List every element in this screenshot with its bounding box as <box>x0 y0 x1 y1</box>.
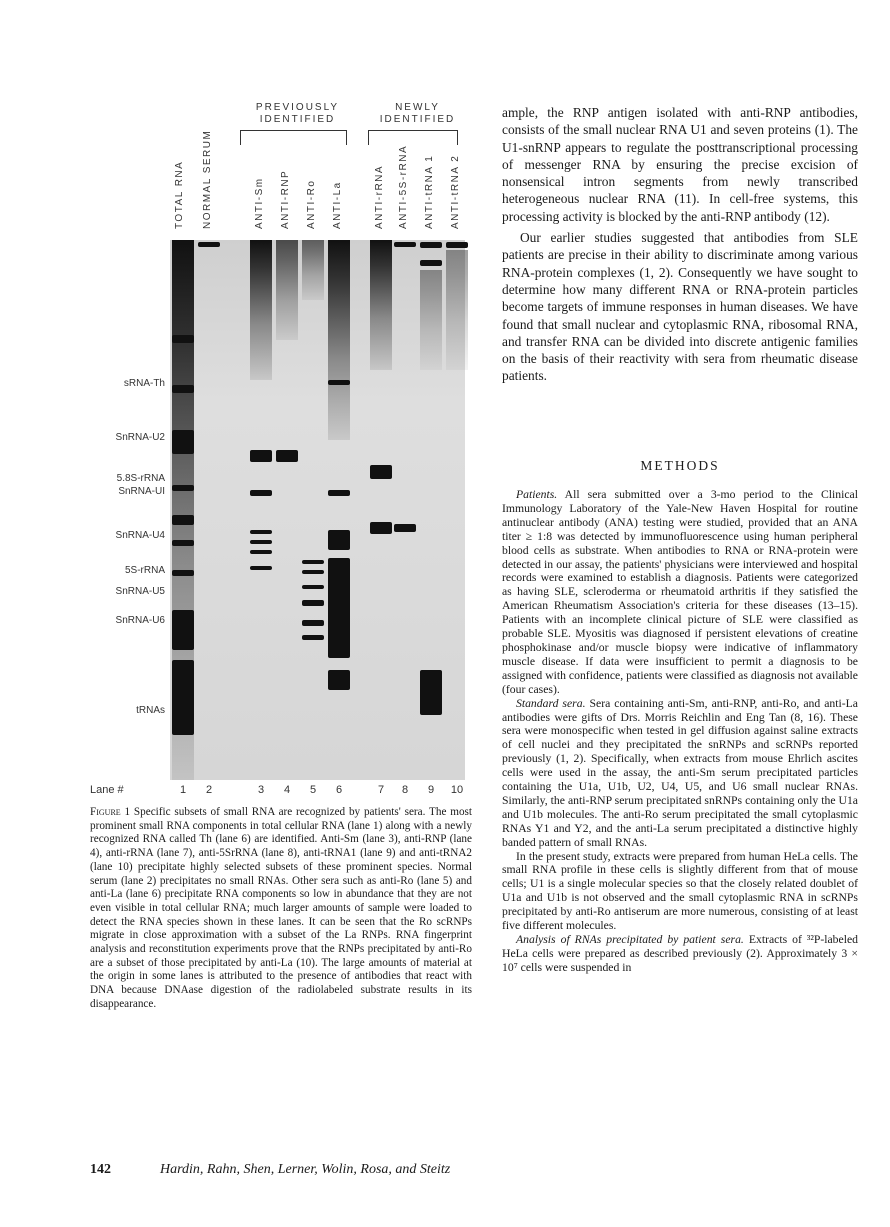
marker-label: SnRNA-UI <box>118 486 165 497</box>
lane-number: 6 <box>335 784 343 796</box>
gel-lane-6 <box>328 240 350 780</box>
paragraph-text: In the present study, extracts were prepared from human HeLa cells. The small RNA profile in these cells is slightly different from that of mouse cells; U1 is a single molecular species so that the closely related doublet of U1a and U1b is not observed and the small cytoplasmic RNA in scRNPs precipitated by anti-Ro antiserum are more numerous, consisting of at least five different molecules. <box>502 849 858 933</box>
lane-number: 10 <box>450 784 464 796</box>
paragraph-lead: Standard sera. <box>516 696 586 710</box>
lane-label: ANTI-Ro <box>306 179 317 229</box>
gel-lane-4 <box>276 240 298 780</box>
page-number: 142 <box>90 1162 111 1177</box>
lane-label: ANTI-Sm <box>254 177 265 229</box>
paragraph: Our earlier studies suggested that antibodies from SLE patients are precise in their ability to discriminate among various RNA-protein complexes (1, 2). Consequently we have sought to determine how many different RNA or RNA-protein particles become targets of immune responses in human diseases. We have found that small nuclear and cytoplasmic RNA, ribosomal RNA, and transfer RNA can be divided into discrete antigenic families on the basis of their reactivity with sera from rheumatic disease patients. <box>502 230 858 384</box>
lane-label: ANTI-tRNA 2 <box>450 154 461 229</box>
paragraph-text: All sera submitted over a 3-mo period to the Clinical Immunology Laboratory of the Yale-New Haven Hospital for routine antinuclear antibody (ANA) testing were studied, provided that an ANA titer ≥ 1:8 was detected by immunofluorescence using human peripheral blood cells as substrate. When antibodies to RNA or RNA-protein were detected in our assay, the patients' physicians were interviewed and hospital records were examined to establish a diagnosis. Patients were categorized as having SLE, scleroderma or rheumatoid arthritis if they satisfied the American Rheumatism Association's criteria for these diseases (13–15). Patients with an incomplete clinical picture of SLE were classified as probable SLE. Myositis was diagnosed if persistent elevations of creatine phosphokinase and/or muscle biopsy were indicative of inflammatory muscle disease. If data were insufficient to permit a diagnosis to be assigned with confidence, patients were classified as diagnosis not available (four cases). <box>502 488 858 696</box>
marker-label: 5S-rRNA <box>124 565 165 576</box>
lane-label: ANTI-5S-rRNA <box>398 144 409 229</box>
gel-lane-2 <box>198 240 220 780</box>
paragraph-text: Sera containing anti-Sm, anti-RNP, anti-Ro, and anti-La antibodies were gifts of Drs. Morris Reichlin and Eng Tan (8, 16). These sera were monospecific when tested in gel diffusion against saline extracts of cell nuclei and they precipitated the snRNPs and scRNPs reported previously (1, 2). Specifically, when extracts from mouse Ehrlich ascites cells were used in the assay, the anti-Sm serum precipitated particles containing the U1a, U1b, U2, U4, U5, and U6 small nuclear RNAs. Similarly, the anti-RNP serum precipitated snRNPs containing only the U1a and U1b molecules. The anti-Ro serum precipitated the small cytoplasmic RNAs Y1 and Y2, and the anti-La serum precipitated a distinctive highly banded pattern of small RNAs. <box>502 696 858 849</box>
marker-label: SnRNA-U6 <box>115 615 165 626</box>
paragraph <box>502 488 858 697</box>
paragraph: ample, the RNP antigen isolated with anti-RNP antibodies, consists of the small nuclear RNA U1 and seven proteins (1). The U1-snRNP appears to regulate the posttranscriptional processing of messenger RNA by ensuring the precise excision of nonsensical intron segments from newly transcribed heterogeneous nuclear RNA (11). In cell-free systems, this processing activity is blocked by the anti-RNP antibody (12). <box>502 105 858 224</box>
marker-label: SnRNA-U2 <box>115 432 165 443</box>
gel-lane-9 <box>420 240 442 780</box>
lane-number: 5 <box>309 784 317 796</box>
gel-image <box>170 240 465 780</box>
figure-gel <box>90 100 475 800</box>
paragraph <box>502 850 858 933</box>
gel-lane-10 <box>446 240 468 780</box>
gel-lane-1 <box>172 240 194 780</box>
section-heading-methods: METHODS <box>640 458 720 473</box>
paragraph-text: Extracts of ³²P-labeled HeLa cells were prepared as described previously (2). Approximately 3 × 10⁷ cells were suspended in <box>502 933 858 974</box>
marker-label: sRNA-Th <box>123 378 165 389</box>
gel-lane-7 <box>370 240 392 780</box>
paragraph-lead: Analysis of RNAs precipitated by patient sera. <box>516 933 744 946</box>
marker-label: tRNAs <box>136 705 165 716</box>
gel-lane-3 <box>250 240 272 780</box>
lane-label: ANTI-RNP <box>280 169 291 229</box>
lane-label: ANTI-La <box>332 181 343 229</box>
caption-lead: Figure 1 <box>90 806 131 818</box>
figure-caption <box>90 806 472 1012</box>
paragraph-lead: Patients. <box>516 488 558 501</box>
paragraph <box>502 697 858 850</box>
lane-number: 7 <box>377 784 385 796</box>
lane-label: ANTI-tRNA 1 <box>424 154 435 229</box>
lane-number: 4 <box>283 784 291 796</box>
group-header-new: NEWLY IDENTIFIED <box>379 102 456 125</box>
lane-label: NORMAL SERUM <box>202 129 213 229</box>
lane-label: ANTI-rRNA <box>374 164 385 229</box>
lane-number: 2 <box>205 784 213 796</box>
lane-number: 3 <box>257 784 265 796</box>
caption-text: Specific subsets of small RNA are recognized by patients' sera. The most prominent small RNA components in total cellular RNA (lane 1) along with a newly recognized RNA called Th (lane 6) are identified. Anti-Sm (lane 3), anti-RNP (lane 4), anti-rRNA (lane 7), anti-5SrRNA (lane 8), anti-tRNA1 (lane 9) and anti-tRNA2 (lane 10) precipitate highly selected subsets of these prominent species. Normal serum (lane 2) precipitates no small RNAs. Other sera such as anti-Ro (lane 5) and anti-La (lane 6) precipitate RNA components so low in abundance that they are not even visible in total cellular RNA; much larger amounts of sample were loaded to detect the RNA species shown in these lanes. It can be seen that the Ro scRNPs migrate in close approximation with a subset of the La RNPs. RNA fingerprint analysis and reconstitution experiments prove that the RNPs precipitated by anti-Ro are a subset of those precipitated by anti-La (10). The large amounts of material at the origin in some lanes is attributed to the presence of antibodies that react with DNA because DNAase digestion of the radiolabeled substrate results in its disappearance. <box>90 806 472 1010</box>
page-footer <box>90 1162 858 1178</box>
marker-label: 5.8S-rRNA <box>116 473 165 484</box>
lane-number: 9 <box>427 784 435 796</box>
lane-label: TOTAL RNA <box>174 160 185 229</box>
gel-lane-5 <box>302 240 324 780</box>
lane-number: 8 <box>401 784 409 796</box>
running-authors: Hardin, Rahn, Shen, Lerner, Wolin, Rosa, and Steitz <box>160 1162 451 1177</box>
marker-label: SnRNA-U4 <box>115 530 165 541</box>
paragraph <box>502 933 858 975</box>
methods-text <box>502 488 858 975</box>
lane-number-row <box>90 784 475 798</box>
marker-label: SnRNA-U5 <box>115 586 165 597</box>
lane-number: 1 <box>179 784 187 796</box>
lane-hash-label: Lane # <box>90 784 124 796</box>
gel-lane-8 <box>394 240 416 780</box>
intro-text <box>502 104 858 385</box>
group-header-previous: PREVIOUSLY IDENTIFIED <box>255 102 340 125</box>
